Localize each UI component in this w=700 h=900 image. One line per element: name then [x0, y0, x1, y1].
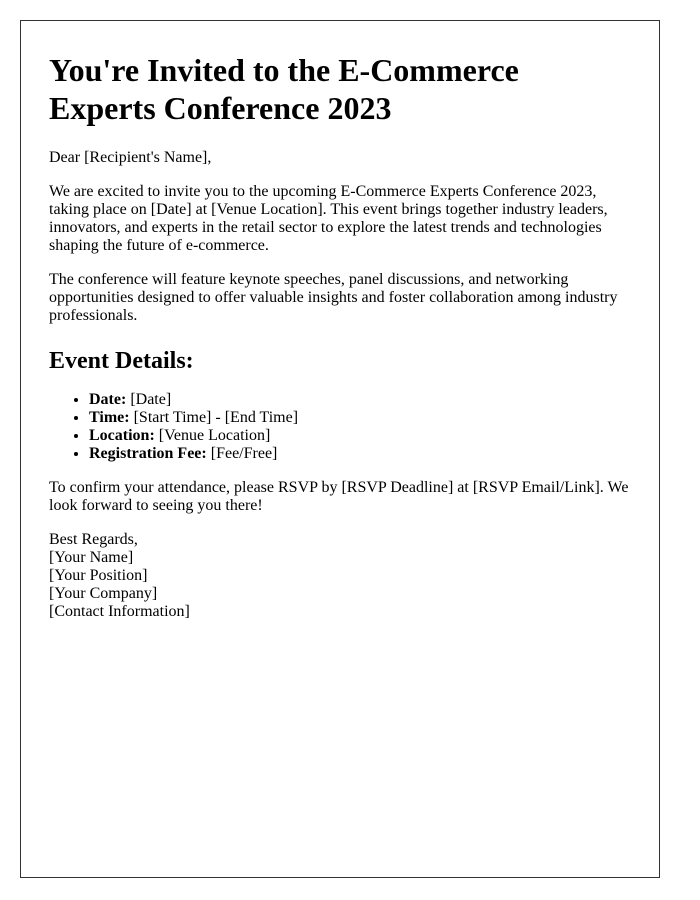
detail-value: [Date] [130, 391, 172, 408]
detail-label: Date: [89, 391, 127, 408]
signature-closing: Best Regards, [49, 531, 138, 548]
signature-position: [Your Position] [49, 567, 148, 584]
event-details-list [49, 391, 631, 463]
rsvp-paragraph: To confirm your attendance, please RSVP by [RSVP Deadline] at [RSVP Email/Link]. We look forward to seeing you there! [49, 479, 629, 514]
letter-title: You're Invited to the E-Commerce Experts Conference 2023 [49, 52, 519, 126]
event-details-heading: Event Details: [49, 348, 194, 374]
detail-label: Location: [89, 427, 155, 444]
signature-contact: [Contact Information] [49, 603, 190, 620]
invitation-letter [20, 20, 660, 878]
detail-label: Registration Fee: [89, 445, 207, 462]
detail-value: [Fee/Free] [210, 445, 278, 462]
features-paragraph: The conference will feature keynote speeches, panel discussions, and networking opportunities designed to offer valuable insights and foster collaboration among industry professionals. [49, 271, 618, 324]
signature-name: [Your Name] [49, 549, 134, 566]
detail-value: [Venue Location] [158, 427, 271, 444]
event-detail-time [89, 409, 631, 427]
event-detail-location [89, 427, 631, 445]
event-detail-date [89, 391, 631, 409]
detail-label: Time: [89, 409, 130, 426]
signature-block [49, 531, 631, 621]
event-detail-fee [89, 445, 631, 463]
intro-paragraph: We are excited to invite you to the upcoming E-Commerce Experts Conference 2023, taking place on [Date] at [Venue Location]. This event brings together industry leaders, innovators, and experts in the retail sector to explore the latest trends and technologies shaping the future of e-commerce. [49, 183, 608, 254]
detail-value: [Start Time] - [End Time] [133, 409, 299, 426]
signature-company: [Your Company] [49, 585, 158, 602]
salutation: Dear [Recipient's Name], [49, 149, 212, 166]
